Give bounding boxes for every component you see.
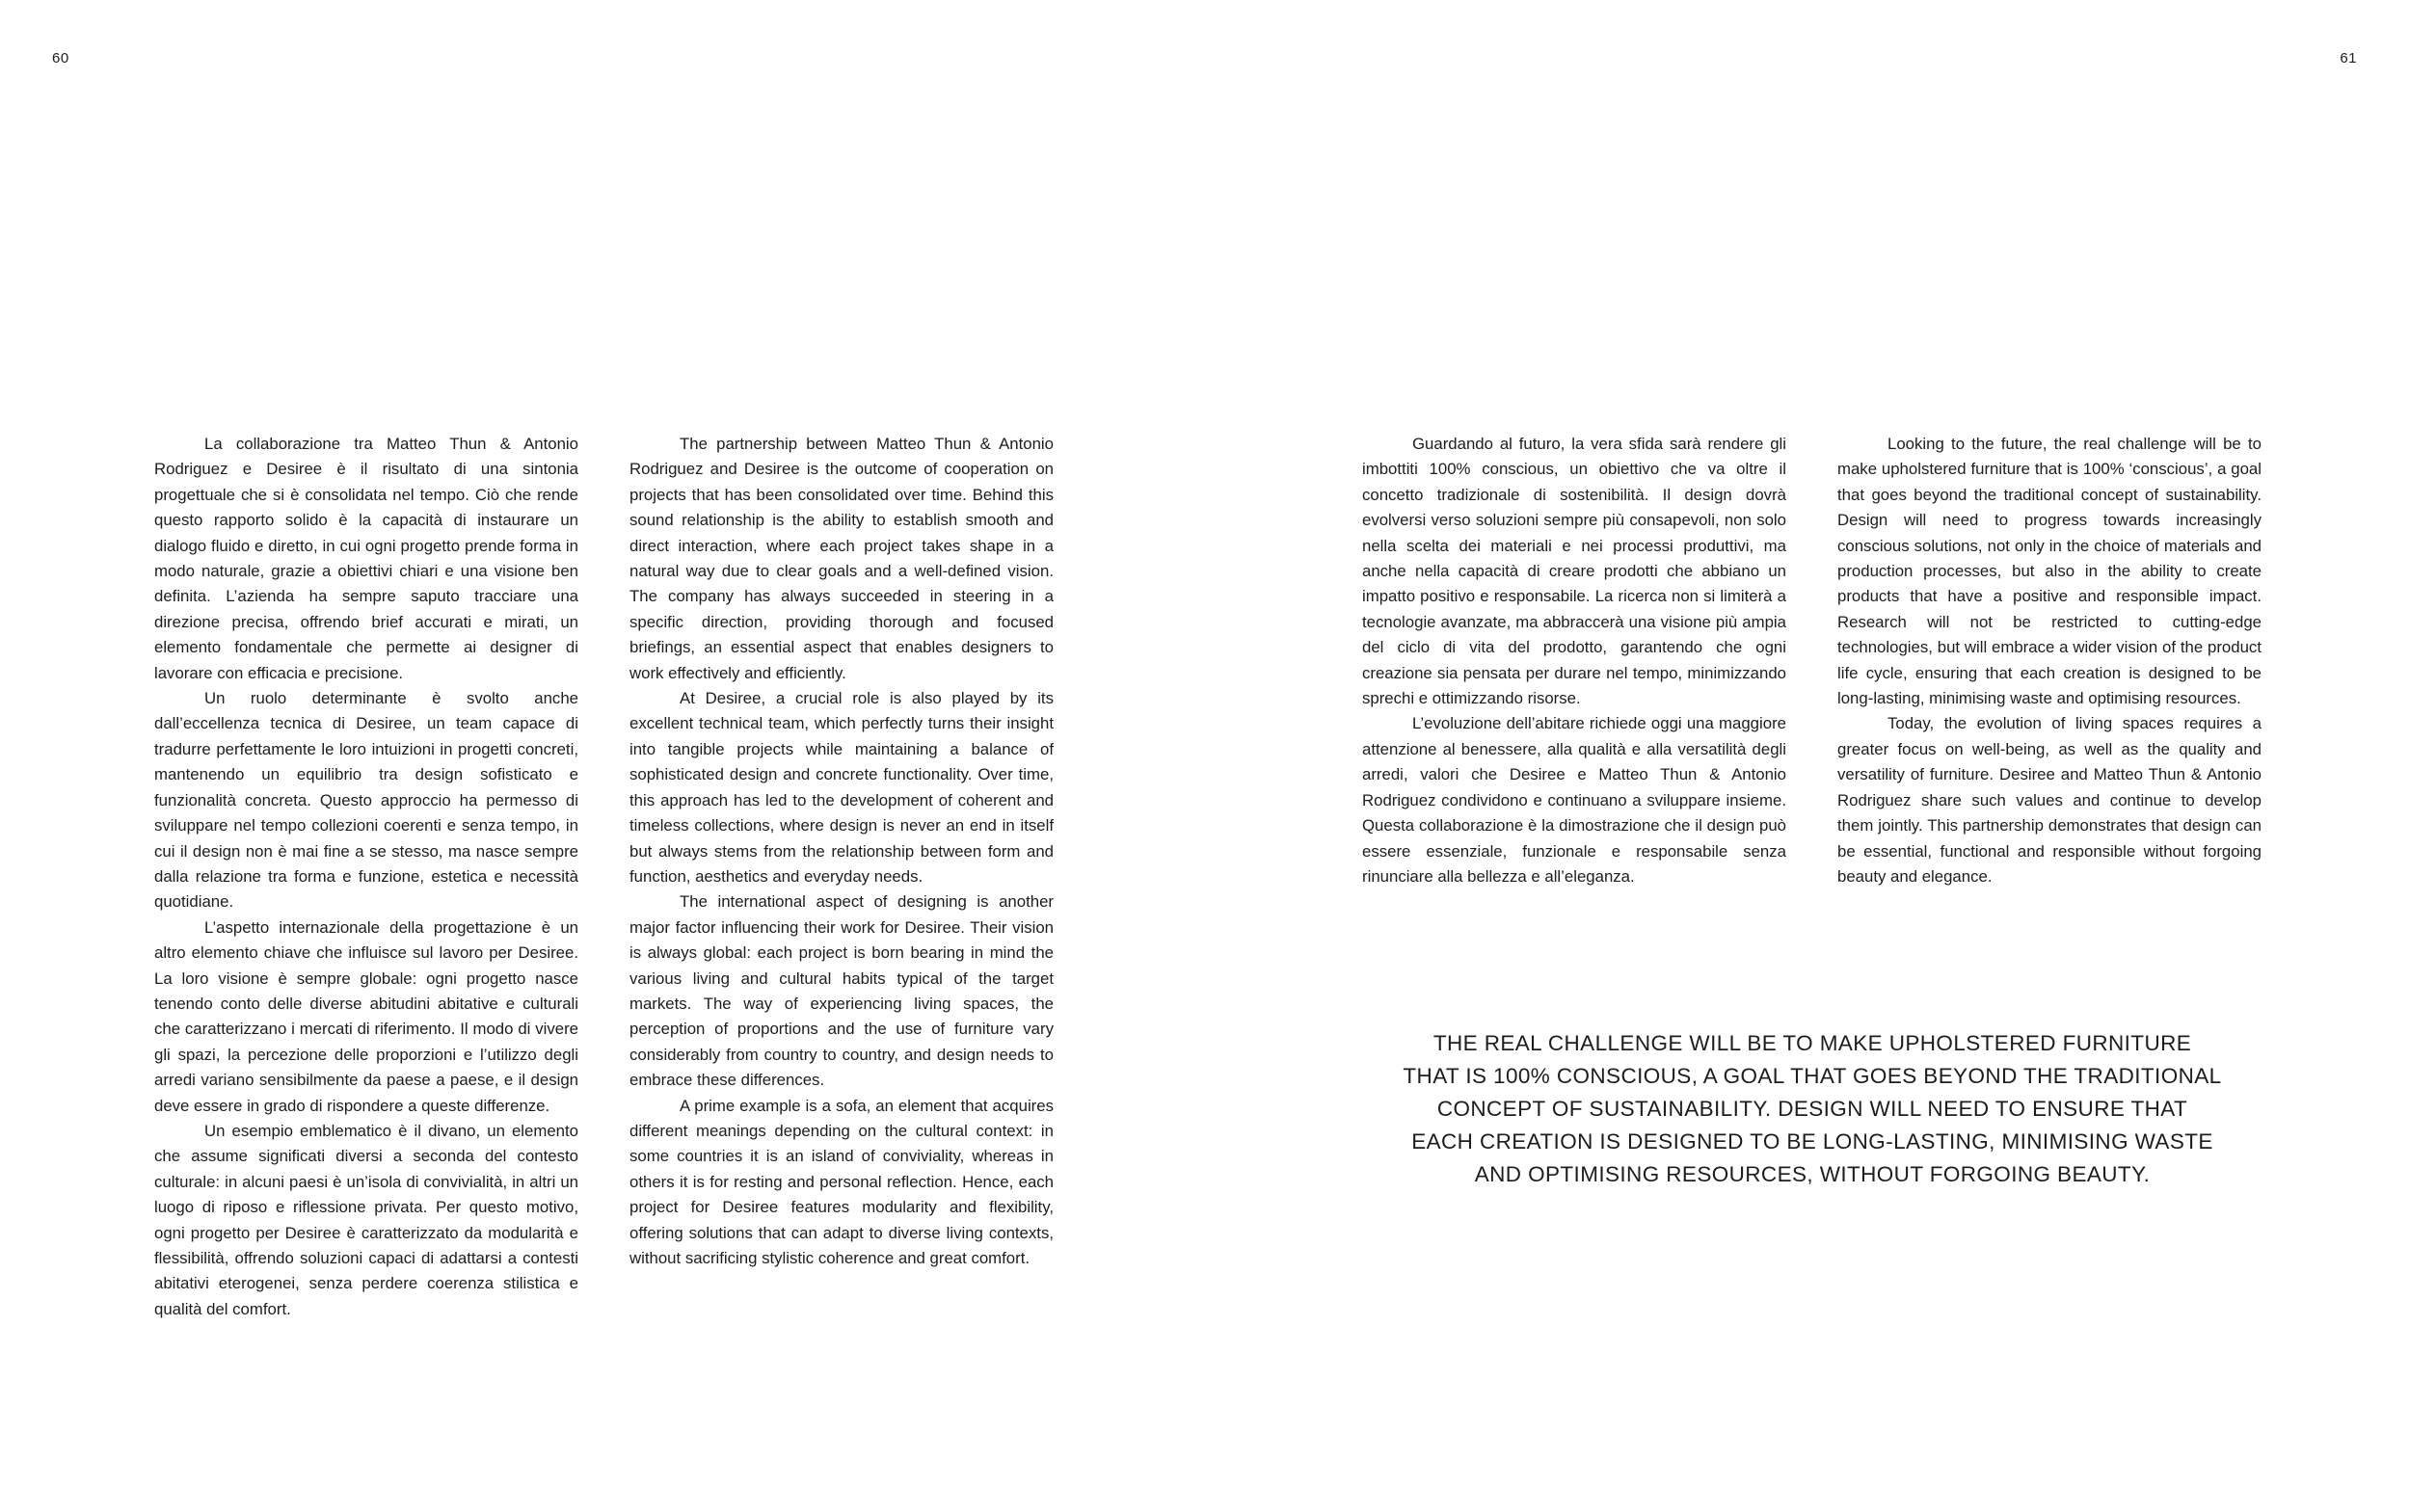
pull-quote: [1350, 1027, 2275, 1191]
english-text-column-right: [1837, 432, 2262, 889]
paragraph: A prime example is a sofa, an element that acquires different meanings depending on the cultural context: in some countries it is an island of conviviality, whereas in others it is for resting and personal reflection. Hence, each project for Desiree features modularity and flexibility, offering solutions that can adapt to diverse living contexts, without sacrificing stylistic coherence and great comfort.: [629, 1096, 1054, 1267]
paragraph: The partnership between Matteo Thun & Antonio Rodriguez and Desiree is the outcome of cooperation on projects that has been consolidated over time. Behind this sound relationship is the ability to establish smooth and direct interaction, where each project takes shape in a natural way due to clear goals and a well-defined vision. The company has always succeeded in steering in a specific direction, providing thorough and focused briefings, an essential aspect that enables designers to work effectively and efficiently.: [629, 435, 1054, 682]
pull-quote-line: CONCEPT OF SUSTAINABILITY. DESIGN WILL NEED TO ENSURE THAT: [1436, 1097, 2188, 1121]
paragraph: L’evoluzione dell’abitare richiede oggi una maggiore attenzione al benessere, alla qualità e alla versatilità degli arredi, valori che Desiree e Matteo Thun & Antonio Rodriguez condividono e continuano a sviluppare insieme. Questa collaborazione è la dimostrazione che il design può essere essenziale, funzionale e responsabile senza rinunciare alla bellezza e all’eleganza.: [1362, 714, 1786, 886]
pull-quote-line: AND OPTIMISING RESOURCES, WITHOUT FORGOING BEAUTY.: [1474, 1162, 2151, 1186]
pull-quote-line: EACH CREATION IS DESIGNED TO BE LONG-LASTING, MINIMISING WASTE: [1411, 1129, 2213, 1154]
paragraph: Un ruolo determinante è svolto anche dall’eccellenza tecnica di Desiree, un team capace di tradurre perfettamente le loro intuizioni in progetti concreti, mantenendo un equilibrio tra design sofisticato e funzionalità concreta. Questo approccio ha permesso di sviluppare nel tempo collezioni coerenti e senza tempo, in cui il design non è mai fine a se stesso, ma nasce sempre dalla relazione tra forma e funzione, estetica e necessità quotidiane.: [154, 689, 578, 912]
paragraph: Today, the evolution of living spaces requires a greater focus on well-being, as well as the quality and versatility of furniture. Desiree and Matteo Thun & Antonio Rodriguez share such values and continue to develop them jointly. This partnership demonstrates that design can be essential, functional and responsible without forgoing beauty and elegance.: [1837, 714, 2262, 886]
paragraph: At Desiree, a crucial role is also played by its excellent technical team, which perfectly turns their insight into tangible projects while maintaining a balance of sophisticated design and concrete functionality. Over time, this approach has led to the development of coherent and timeless collections, where design is never an end in itself but always stems from the relationship between form and function, aesthetics and everyday needs.: [629, 689, 1054, 886]
pull-quote-line: THE REAL CHALLENGE WILL BE TO MAKE UPHOLSTERED FURNITURE: [1432, 1031, 2192, 1055]
paragraph: Un esempio emblematico è il divano, un elemento che assume significati diversi a seconda del contesto culturale: in alcuni paesi è un’isola di convivialità, in altri un luogo di riposo e riflessione privata. Per questo motivo, ogni progetto per Desiree è caratterizzato da modularità e flessibilità, offrendo soluzioni capaci di adattarsi a contesti abitativi eterogenei, senza perdere coerenza stilistica e qualità del comfort.: [154, 1121, 578, 1318]
page-number-left: 60: [52, 50, 69, 66]
paragraph: Looking to the future, the real challenge will be to make upholstered furniture that is 100% ‘conscious’, a goal that goes beyond the traditional concept of sustainability. Design will need to progress towards increasingly conscious solutions, not only in the choice of materials and production processes, but also in the ability to create products that have a positive and responsible impact. Research will not be restricted to cutting-edge technologies, but will embrace a wider vision of the product life cycle, ensuring that each creation is designed to be long-lasting, minimising waste and optimising resources.: [1837, 435, 2262, 708]
paragraph: Guardando al futuro, la vera sfida sarà rendere gli imbottiti 100% conscious, un obiettivo che va oltre il concetto tradizionale di sostenibilità. Il design dovrà evolversi verso soluzioni sempre più consapevoli, non solo nella scelta dei materiali e nei processi produttivi, ma anche nella capacità di creare prodotti che abbiano un impatto positivo e responsabile. La ricerca non si limiterà a tecnologie avanzate, ma abbraccerà una visione più ampia del ciclo di vita del prodotto, garantendo che ogni creazione sia pensata per durare nel tempo, minimizzando sprechi e ottimizzando risorse.: [1362, 435, 1786, 708]
paragraph: L’aspetto internazionale della progettazione è un altro elemento chiave che influisce sul lavoro per Desiree. La loro visione è sempre globale: ogni progetto nasce tenendo conto delle diverse abitudini abitative e culturali che caratterizzano i mercati di riferimento. Il modo di vivere gli spazi, la percezione delle proporzioni e l’utilizzo degli arredi variano sensibilmente da paese a paese, e il design deve essere in grado di rispondere a queste differenze.: [154, 917, 578, 1115]
italian-text-column-left: [154, 432, 578, 1322]
english-text-column-left: [629, 432, 1054, 1271]
paragraph: The international aspect of designing is another major factor influencing their work for Desiree. Their vision is always global: each project is born bearing in mind the various living and cultural habits typical of the target markets. The way of experiencing living spaces, the perception of proportions and the use of furniture vary considerably from country to country, and design needs to embrace these differences.: [629, 892, 1054, 1090]
pull-quote-line: THAT IS 100% CONSCIOUS, A GOAL THAT GOES BEYOND THE TRADITIONAL: [1403, 1064, 2222, 1088]
italian-text-column-right: [1362, 432, 1786, 889]
paragraph: La collaborazione tra Matteo Thun & Antonio Rodriguez e Desiree è il risultato di una sintonia progettuale che si è consolidata nel tempo. Ciò che rende questo rapporto solido è la capacità di instaurare un dialogo fluido e diretto, in cui ogni progetto prende forma in modo naturale, grazie a obiettivi chiari e una visione ben definita. L’azienda ha sempre saputo tracciare una direzione precisa, offrendo brief accurati e mirati, un elemento fondamentale che permette ai designer di lavorare con efficacia e precisione.: [154, 435, 578, 682]
page-number-right: 61: [2340, 50, 2357, 66]
